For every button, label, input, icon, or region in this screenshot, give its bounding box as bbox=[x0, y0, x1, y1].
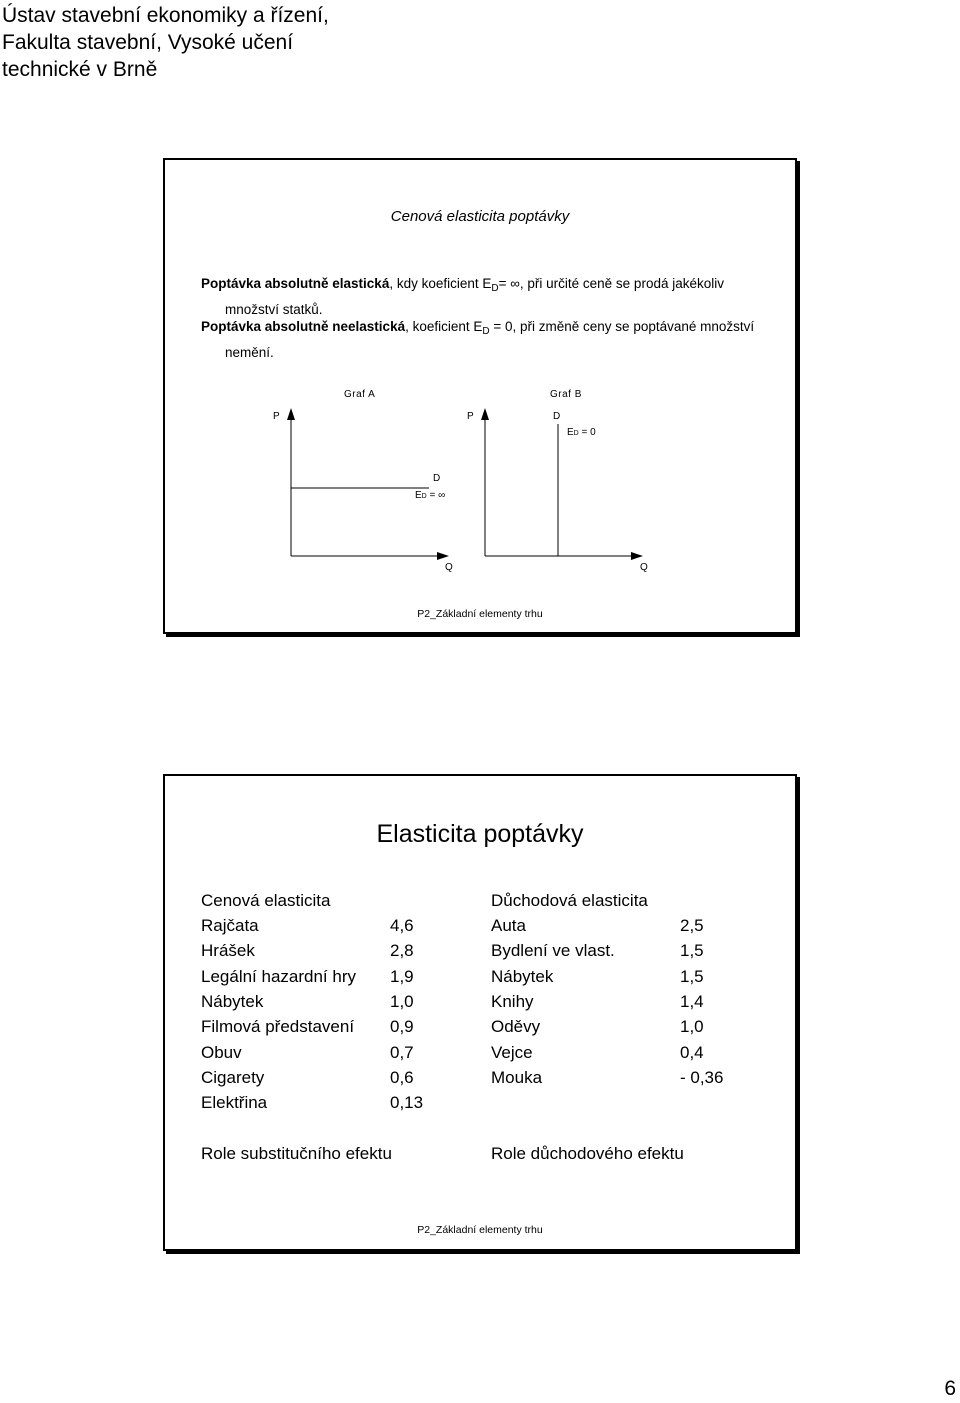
graph-a-x-label: Q bbox=[445, 562, 453, 573]
left-value: 4,6 bbox=[390, 916, 414, 935]
right-value: 1,5 bbox=[680, 966, 704, 986]
graph-b-y-arrow bbox=[481, 408, 489, 420]
page-number: 6 bbox=[944, 1377, 956, 1400]
slide-demand-elasticity bbox=[163, 774, 797, 1251]
slide-footer: P2_Základní elementy trhu bbox=[417, 608, 543, 620]
subscript-d: D bbox=[491, 283, 499, 294]
graph-a-x-arrow bbox=[437, 552, 449, 560]
graph-b-curve-label: D bbox=[553, 411, 561, 422]
header-line-1: Ústav stavební ekonomiky a řízení, bbox=[2, 4, 329, 27]
left-item: Elektřina bbox=[201, 1093, 268, 1113]
graph-b-y-label: P bbox=[467, 411, 474, 422]
text-coefficient: , kdy koeficient E bbox=[389, 276, 492, 291]
left-value: 0,13 bbox=[390, 1093, 424, 1113]
right-item: Oděvy bbox=[491, 1017, 541, 1037]
right-item: Nábytek bbox=[491, 966, 554, 986]
right-value: 0,4 bbox=[680, 1042, 704, 1062]
left-value: 1,9 bbox=[390, 966, 414, 986]
right-item: Mouka bbox=[491, 1067, 543, 1087]
slide-price-elasticity bbox=[163, 158, 797, 634]
graph-a-elasticity-label: ED = ∞ bbox=[415, 490, 446, 501]
text-rest: = ∞, při určité ceně se prodá jakékoliv bbox=[498, 276, 724, 291]
text-rest: = 0, při změně ceny se poptávané množství bbox=[489, 319, 755, 334]
income-elasticity-header: Důchodová elasticita bbox=[491, 891, 648, 910]
term-perfectly-inelastic: Poptávka absolutně neelastická bbox=[201, 319, 406, 334]
left-item: Hrášek bbox=[201, 941, 255, 961]
left-item: Nábytek bbox=[201, 991, 264, 1011]
right-value: 1,5 bbox=[680, 941, 704, 961]
elasticity-graphs bbox=[165, 160, 795, 632]
header-line-2: Fakulta stavební, Vysoké učení bbox=[2, 31, 294, 54]
term-perfectly-elastic: Poptávka absolutně elastická bbox=[201, 276, 390, 291]
price-elasticity-header: Cenová elasticita bbox=[201, 891, 331, 910]
left-item: Legální hazardní hry bbox=[201, 966, 356, 986]
left-value: 2,8 bbox=[390, 941, 414, 961]
graph-a-curve-label: D bbox=[433, 473, 441, 484]
text-coefficient: , koeficient E bbox=[405, 319, 483, 334]
right-item: Bydlení ve vlast. bbox=[491, 941, 615, 961]
graph-a-title: Graf A bbox=[344, 389, 376, 400]
right-value: 1,0 bbox=[680, 1017, 704, 1037]
text-line-2: množství statků. bbox=[225, 302, 323, 317]
substitution-effect-note: Role substitučního efektu bbox=[201, 1144, 392, 1163]
right-item: Vejce bbox=[491, 1042, 533, 1062]
left-value: 0,9 bbox=[390, 1017, 414, 1037]
text-line-2: nemění. bbox=[225, 345, 274, 360]
right-item: Auta bbox=[491, 916, 526, 935]
graph-b-x-label: Q bbox=[640, 562, 648, 573]
slide-title: Cenová elasticita poptávky bbox=[390, 208, 570, 225]
left-item: Rajčata bbox=[201, 916, 259, 935]
right-value: 2,5 bbox=[680, 916, 704, 935]
left-item: Obuv bbox=[201, 1042, 242, 1062]
left-item: Filmová představení bbox=[201, 1017, 355, 1037]
graph-a-y-arrow bbox=[287, 408, 295, 420]
right-item: Knihy bbox=[491, 991, 534, 1011]
institution-header bbox=[2, 2, 329, 83]
left-value: 1,0 bbox=[390, 991, 414, 1011]
graph-b-elasticity-label: ED = 0 bbox=[567, 427, 596, 438]
right-value: - 0,36 bbox=[680, 1067, 724, 1087]
slide-footer: P2_Základní elementy trhu bbox=[417, 1224, 543, 1236]
right-value: 1,4 bbox=[680, 991, 704, 1011]
graph-a-y-label: P bbox=[273, 411, 280, 422]
graph-b-title: Graf B bbox=[550, 389, 582, 400]
left-value: 0,7 bbox=[390, 1042, 414, 1062]
subscript-d: D bbox=[482, 326, 490, 337]
slide-title: Elasticita poptávky bbox=[376, 820, 584, 848]
left-item: Cigarety bbox=[201, 1067, 265, 1087]
graph-b-x-arrow bbox=[631, 552, 643, 560]
income-effect-note: Role důchodového efektu bbox=[491, 1144, 684, 1163]
header-line-3: technické v Brně bbox=[2, 58, 158, 81]
left-value: 0,6 bbox=[390, 1067, 414, 1087]
